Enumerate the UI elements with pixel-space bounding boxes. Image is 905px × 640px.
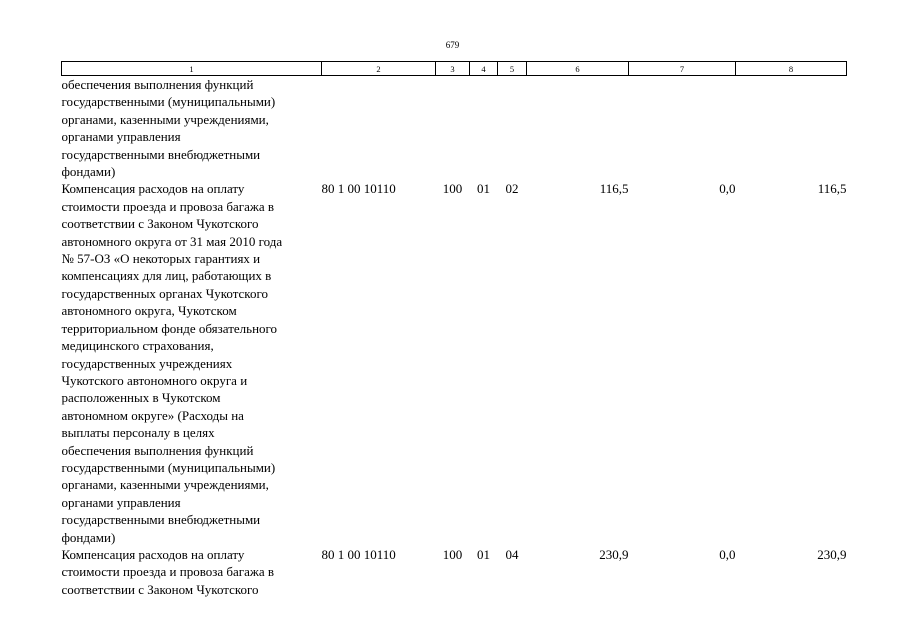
column-header-1: 1: [62, 62, 322, 76]
description-line: фондами): [61, 164, 116, 180]
description-line: автономного округа от 31 мая 2010 года: [61, 233, 283, 249]
description-cell: [62, 76, 322, 181]
amount-col6-cell: 116,5: [599, 181, 629, 197]
table-row: [62, 180, 847, 546]
description-line: № 57-ОЗ «О некоторых гарантиях и: [61, 251, 261, 267]
table-row: [62, 546, 847, 598]
column-header-2: 2: [322, 62, 436, 76]
section-cell: 01: [477, 546, 490, 562]
expense-type-cell: [436, 76, 470, 181]
description-line: расположенных в Чукотском: [61, 390, 221, 406]
budget-code-cell: [322, 76, 436, 181]
description-line: государственными внебюджетными: [61, 512, 261, 528]
description-line: Чукотского автономного округа и: [61, 372, 248, 388]
expense-type-cell: 100: [442, 181, 463, 197]
column-header-8: 8: [736, 62, 847, 76]
description-line: стоимости проезда и провоза багажа в: [61, 198, 275, 214]
column-header-4: 4: [470, 62, 498, 76]
description-line: выплаты персоналу в целях: [61, 425, 215, 441]
description-line: Компенсация расходов на оплату: [61, 546, 245, 562]
column-header-7: 7: [629, 62, 736, 76]
description-cell: [62, 180, 322, 546]
description-line: органами, казенными учреждениями,: [61, 477, 269, 493]
description-line: территориальном фонде обязательного: [61, 320, 278, 336]
description-line: медицинского страхования,: [61, 338, 214, 354]
description-line: органами управления: [61, 494, 181, 510]
subsection-cell: [498, 76, 527, 181]
amount-col7-cell: 0,0: [719, 546, 736, 562]
description-line: компенсациях для лиц, работающих в: [61, 268, 272, 284]
description-line: фондами): [61, 529, 116, 545]
expense-type-cell: 100: [442, 546, 463, 562]
budget-code-cell: 80 1 00 10110: [321, 546, 396, 562]
amount-col7-cell: 0,0: [719, 181, 736, 197]
description-line: государственными (муниципальными): [61, 459, 276, 475]
budget-code-cell: 80 1 00 10110: [321, 181, 396, 197]
description-line: государственными внебюджетными: [61, 146, 261, 162]
description-line: государственных учреждениях: [61, 355, 233, 371]
section-cell: 01: [477, 181, 490, 197]
table-body: [62, 76, 847, 599]
subsection-cell: 02: [505, 181, 519, 197]
description-line: автономном округе» (Расходы на: [61, 407, 244, 423]
description-line: органами управления: [61, 129, 181, 145]
description-cell: [62, 546, 322, 598]
description-line: обеспечения выполнения функций: [61, 77, 254, 92]
description-line: автономного округа, Чукотском: [61, 303, 237, 319]
amount-col6-cell: 230,9: [599, 546, 629, 562]
description-line: органами, казенными учреждениями,: [61, 111, 269, 127]
description-line: стоимости проезда и провоза багажа в: [61, 564, 275, 580]
table-row: [62, 76, 847, 181]
amount-col6-cell: [527, 76, 629, 181]
description-line: государственными (муниципальными): [61, 94, 276, 110]
column-header-3: 3: [436, 62, 470, 76]
description-line: соответствии с Законом Чукотского: [61, 581, 259, 597]
section-cell: [470, 76, 498, 181]
column-header-5: 5: [498, 62, 527, 76]
page-number: 679: [445, 40, 460, 50]
column-header-6: 6: [527, 62, 629, 76]
amount-col8-cell: 116,5: [817, 181, 847, 197]
amount-col8-cell: 230,9: [817, 546, 847, 562]
description-line: Компенсация расходов на оплату: [61, 181, 245, 197]
description-line: обеспечения выполнения функций: [61, 442, 254, 458]
amount-col7-cell: [629, 76, 736, 181]
subsection-cell: 04: [505, 546, 519, 562]
header-row: [62, 62, 847, 76]
description-line: соответствии с Законом Чукотского: [61, 216, 259, 232]
budget-table: [61, 61, 847, 598]
amount-col8-cell: [736, 76, 847, 181]
description-line: государственных органах Чукотского: [61, 285, 268, 301]
